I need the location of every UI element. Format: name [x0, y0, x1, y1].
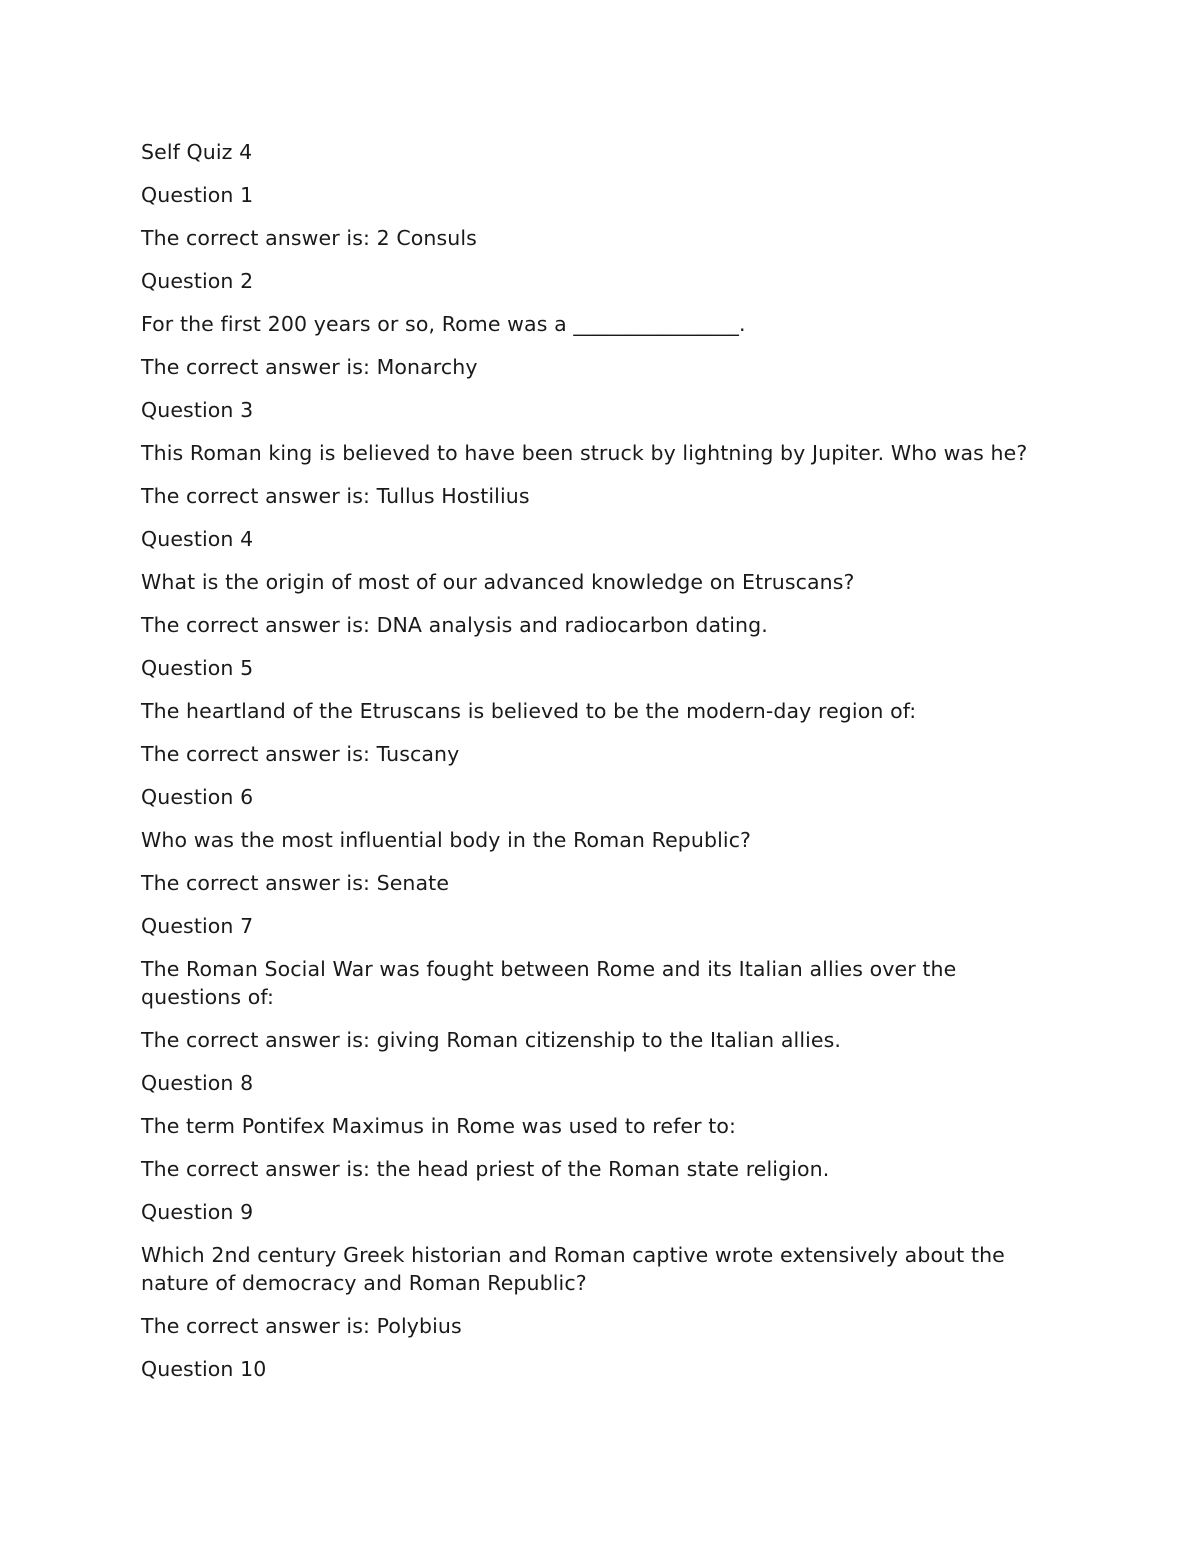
document-title: Self Quiz 4: [141, 140, 253, 164]
question-text: The heartland of the Etruscans is believed to be the modern-day region of:: [141, 699, 917, 723]
question-text: What is the origin of most of our advanced knowledge on Etruscans?: [141, 570, 855, 594]
answer-text: The correct answer is: Tuscany: [141, 742, 460, 766]
question-text: Who was the most influential body in the Roman Republic?: [141, 828, 752, 852]
question-text: Which 2nd century Greek historian and Roman captive wrote extensively about the nature of democracy and Roman Republic?: [141, 1243, 1005, 1295]
answer-text: The correct answer is: 2 Consuls: [141, 226, 477, 250]
answer-text: The correct answer is: Tullus Hostilius: [141, 484, 530, 508]
answer-text: The correct answer is: Senate: [141, 871, 450, 895]
question-heading: Question 9: [141, 1200, 254, 1224]
answer-text: The correct answer is: DNA analysis and radiocarbon dating.: [141, 613, 768, 637]
answer-text: The correct answer is: the head priest of the Roman state religion.: [141, 1157, 830, 1181]
question-heading: Question 1: [141, 183, 254, 207]
question-heading: Question 2: [141, 269, 254, 293]
question-heading: Question 4: [141, 527, 254, 551]
question-text: The term Pontifex Maximus in Rome was used to refer to:: [141, 1114, 737, 1138]
question-text: The Roman Social War was fought between Rome and its Italian allies over the questions of:: [141, 957, 957, 1009]
question-heading: Question 7: [141, 914, 254, 938]
question-heading: Question 6: [141, 785, 254, 809]
question-heading: Question 5: [141, 656, 254, 680]
answer-text: The correct answer is: Polybius: [141, 1314, 462, 1338]
answer-text: The correct answer is: giving Roman citizenship to the Italian allies.: [141, 1028, 842, 1052]
question-text: For the first 200 years or so, Rome was a ________________.: [141, 312, 746, 336]
document-page: [141, 138, 1061, 1398]
answer-text: The correct answer is: Monarchy: [141, 355, 478, 379]
question-heading: Question 10: [141, 1357, 267, 1381]
question-heading: Question 3: [141, 398, 254, 422]
question-heading: Question 8: [141, 1071, 254, 1095]
question-text: This Roman king is believed to have been struck by lightning by Jupiter. Who was he?: [141, 441, 1028, 465]
